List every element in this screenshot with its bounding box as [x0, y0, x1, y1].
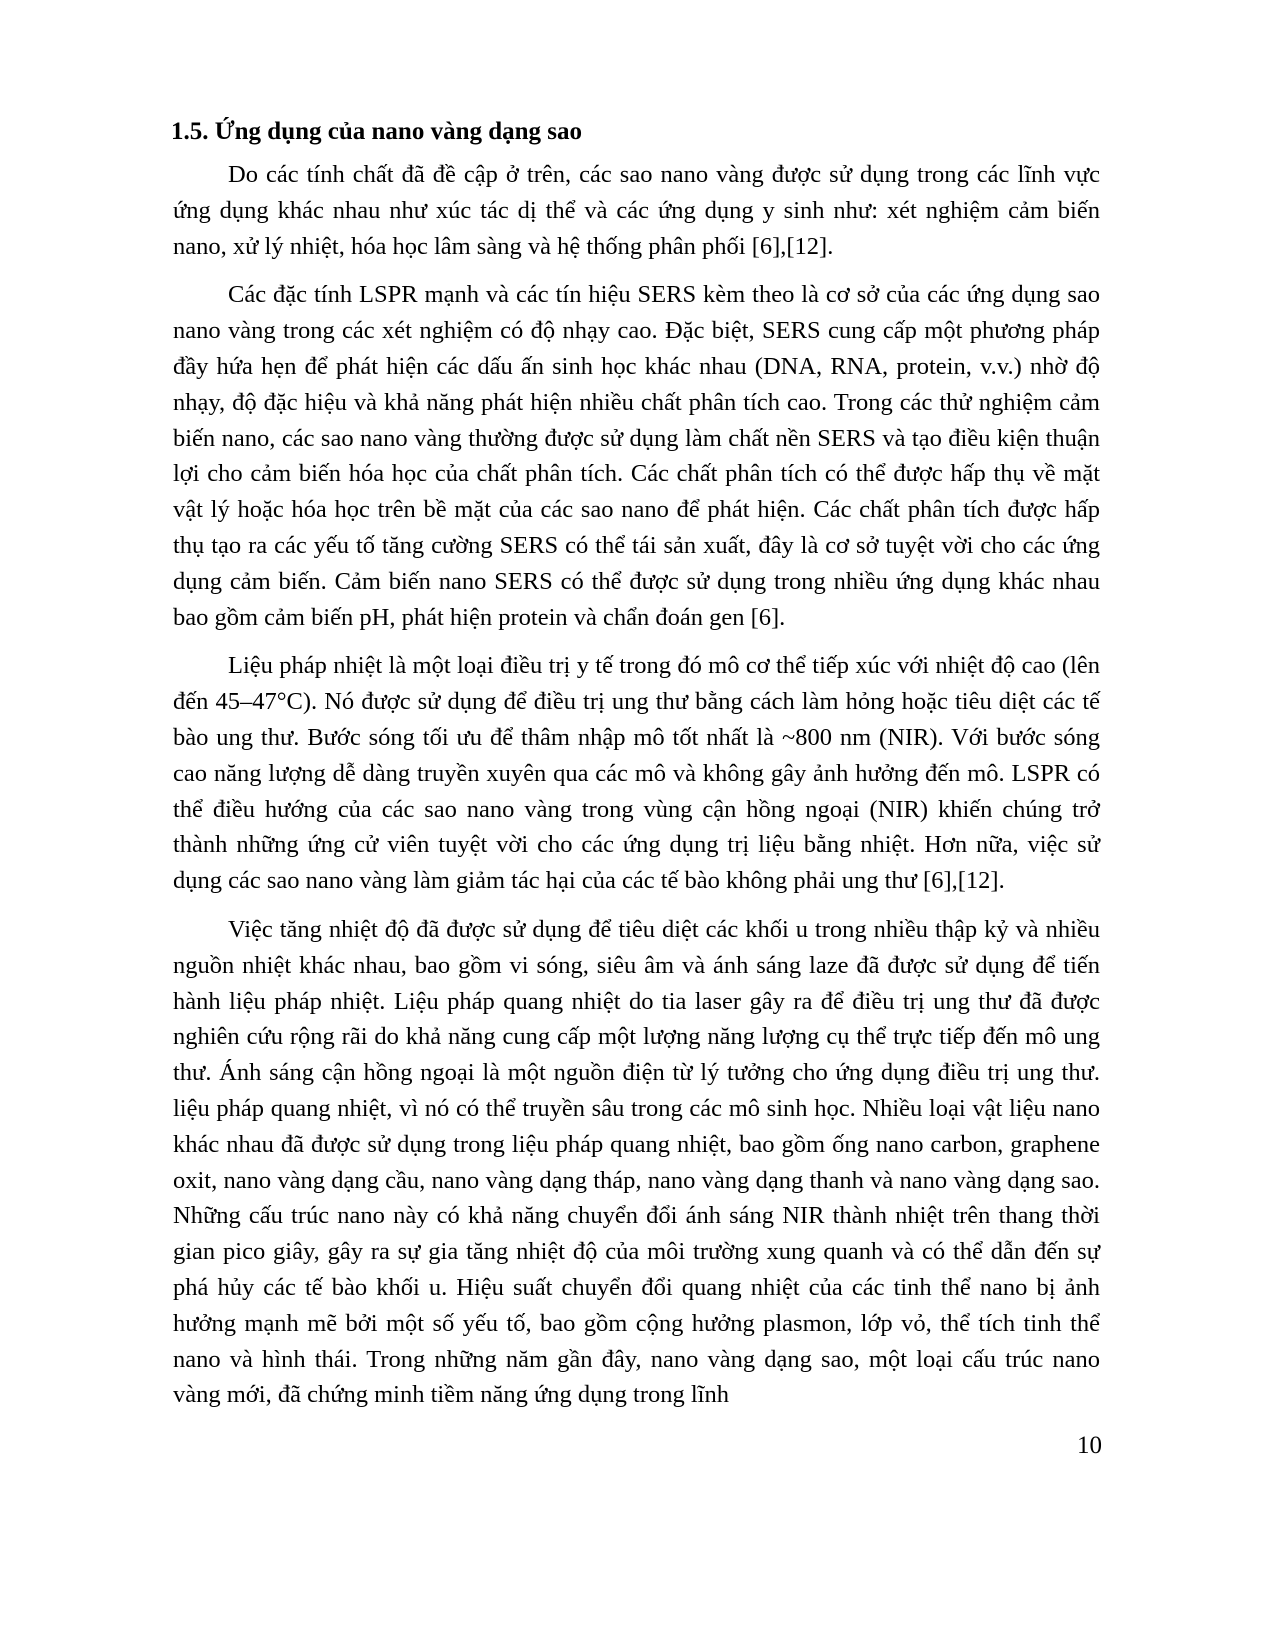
body-text — [173, 157, 1100, 1426]
paragraph-applications-overview: Do các tính chất đã đề cập ở trên, các sao nano vàng được sử dụng trong các lĩnh vực ứng dụng khác nhau như xúc tác dị thể và các ứng dụng y sinh như: xét nghiệm cảm biến nano, xử lý nhiệt, hóa học lâm sàng và hệ thống phân phối [6],[12]. — [173, 161, 1100, 260]
page-number: 10 — [1077, 1432, 1102, 1459]
paragraph-sers-sensing: Các đặc tính LSPR mạnh và các tín hiệu SERS kèm theo là cơ sở của các ứng dụng sao nano vàng trong các xét nghiệm có độ nhạy cao. Đặc biệt, SERS cung cấp một phương pháp đầy hứa hẹn để phát hiện các dấu ấn sinh học khác nhau (DNA, RNA, protein, v.v.) nhờ độ nhạy, độ đặc hiệu và khả năng phát hiện nhiều chất phân tích cao. Trong các thử nghiệm cảm biến nano, các sao nano vàng thường được sử dụng làm chất nền SERS và tạo điều kiện thuận lợi cho cảm biến hóa học của chất phân tích. Các chất phân tích có thể được hấp thụ về mặt vật lý hoặc hóa học trên bề mặt của các sao nano để phát hiện. Các chất phân tích được hấp thụ tạo ra các yếu tố tăng cường SERS có thể tái sản xuất, đây là cơ sở tuyệt vời cho các ứng dụng cảm biến. Cảm biến nano SERS có thể được sử dụng trong nhiều ứng dụng khác nhau bao gồm cảm biến pH, phát hiện protein và chẩn đoán gen [6]. — [173, 281, 1100, 631]
paragraph-photothermal-therapy: Việc tăng nhiệt độ đã được sử dụng để tiêu diệt các khối u trong nhiều thập kỷ và nhiều nguồn nhiệt khác nhau, bao gồm vi sóng, siêu âm và ánh sáng laze đã được sử dụng để tiến hành liệu pháp nhiệt. Liệu pháp quang nhiệt do tia laser gây ra để điều trị ung thư đã được nghiên cứu rộng rãi do khả năng cung cấp một lượng năng lượng cụ thể trực tiếp đến mô ung thư. Ánh sáng cận hồng ngoại là một nguồn điện từ lý tưởng cho ứng dụng điều trị ung thư. liệu pháp quang nhiệt, vì nó có thể truyền sâu trong các mô sinh học. Nhiều loại vật liệu nano khác nhau đã được sử dụng trong liệu pháp quang nhiệt, bao gồm ống nano carbon, graphene oxit, nano vàng dạng cầu, nano vàng dạng tháp, nano vàng dạng thanh và nano vàng dạng sao. Những cấu trúc nano này có khả năng chuyển đổi ánh sáng NIR thành nhiệt trên thang thời gian pico giây, gây ra sự gia tăng nhiệt độ của môi trường xung quanh và có thể dẫn đến sự phá hủy các tế bào khối u. Hiệu suất chuyển đổi quang nhiệt của các tinh thể nano bị ảnh hưởng mạnh mẽ bởi một số yếu tố, bao gồm cộng hưởng plasmon, lớp vỏ, thể tích tinh thể nano và hình thái. Trong những năm gần đây, nano vàng dạng sao, một loại cấu trúc nano vàng mới, đã chứng minh tiềm năng ứng dụng trong lĩnh — [173, 915, 1100, 1409]
paragraph-thermal-therapy: Liệu pháp nhiệt là một loại điều trị y tế trong đó mô cơ thể tiếp xúc với nhiệt độ cao (lên đến 45–47°C). Nó được sử dụng để điều trị ung thư bằng cách làm hỏng hoặc tiêu diệt các tế bào ung thư. Bước sóng tối ưu để thâm nhập mô tốt nhất là ~800 nm (NIR). Với bước sóng cao năng lượng dễ dàng truyền xuyên qua các mô và không gây ảnh hưởng đến mô. LSPR có thể điều hướng của các sao nano vàng trong vùng cận hồng ngoại (NIR) khiến chúng trở thành những ứng cử viên tuyệt vời cho các ứng dụng trị liệu bằng nhiệt. Hơn nữa, việc sử dụng các sao nano vàng làm giảm tác hại của các tế bào không phải ung thư [6],[12]. — [173, 652, 1100, 895]
section-heading: 1.5. Ứng dụng của nano vàng dạng sao — [171, 118, 583, 145]
